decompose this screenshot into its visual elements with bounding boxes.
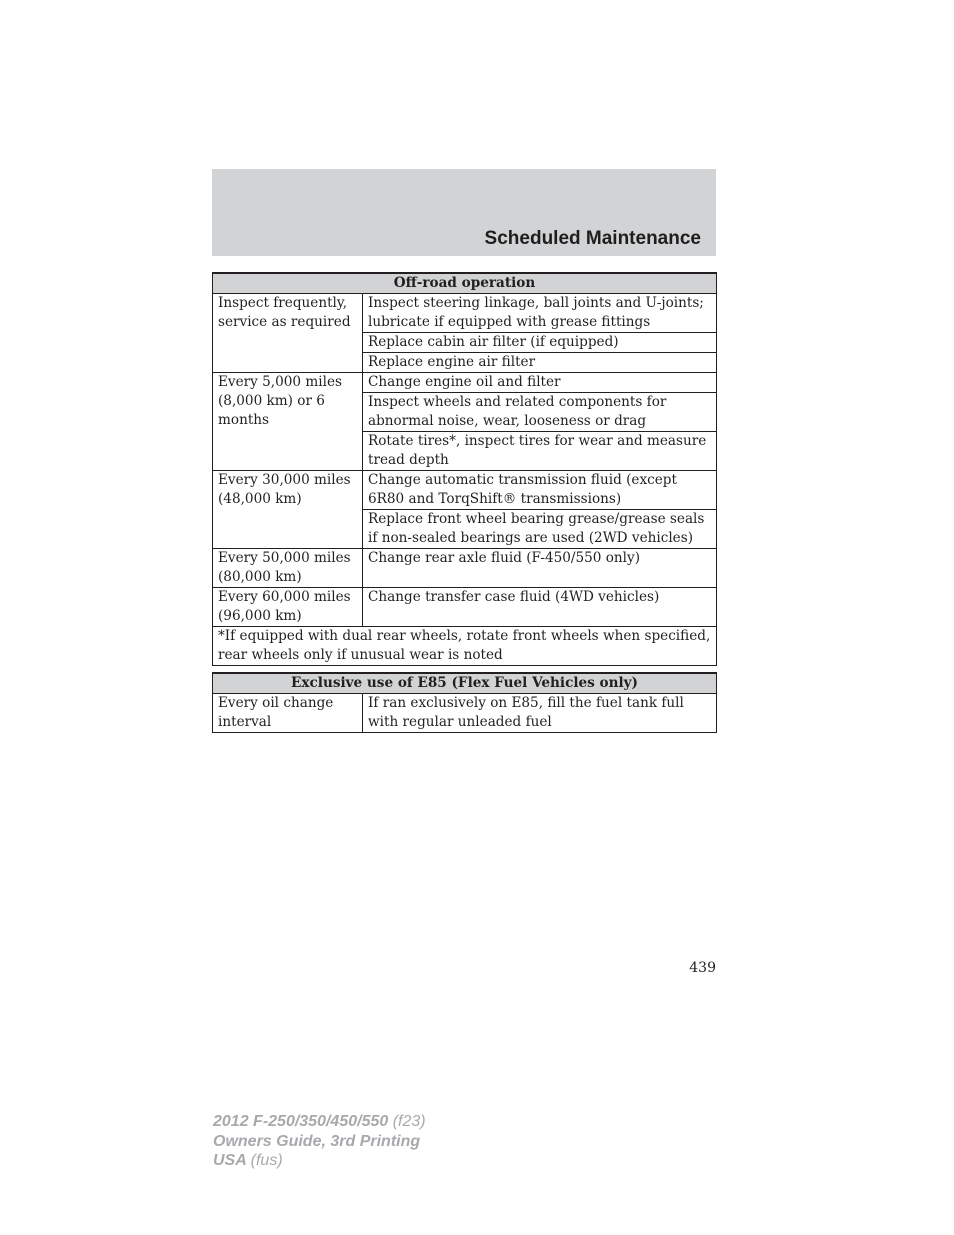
task-cell: Replace engine air filter (363, 353, 717, 373)
interval-cell: Inspect frequently, service as required (213, 294, 363, 373)
task-cell: Replace front wheel bearing grease/grease seals if non-sealed bearings are used (2WD vehicles) (363, 510, 717, 549)
table-row (213, 588, 717, 627)
table-row (213, 373, 717, 393)
interval-cell: Every 30,000 miles (48,000 km) (213, 471, 363, 549)
footer-model-code: (f23) (392, 1113, 426, 1130)
footer-market-code: (fus) (250, 1152, 283, 1169)
interval-cell: Every 50,000 miles (80,000 km) (213, 549, 363, 588)
e85-maintenance-table (212, 672, 717, 733)
task-cell: Change automatic transmission fluid (except 6R80 and TorqShift® transmissions) (363, 471, 717, 510)
table-row (213, 549, 717, 588)
task-cell: Inspect wheels and related components for abnormal noise, wear, looseness or drag (363, 393, 717, 432)
table-heading: Exclusive use of E85 (Flex Fuel Vehicles only) (213, 673, 717, 694)
table-row (213, 627, 717, 666)
interval-cell: Every oil change interval (213, 694, 363, 733)
footer-line-model (213, 1112, 426, 1132)
footer-line-market (213, 1151, 426, 1171)
task-cell: Change transfer case fluid (4WD vehicles) (363, 588, 717, 627)
task-cell: Rotate tires*, inspect tires for wear and measure tread depth (363, 432, 717, 471)
interval-cell: Every 5,000 miles (8,000 km) or 6 months (213, 373, 363, 471)
page-number: 439 (689, 960, 716, 976)
section-header-band (212, 169, 716, 256)
task-cell: Change engine oil and filter (363, 373, 717, 393)
footer-model: 2012 F-250/350/450/550 (213, 1113, 389, 1130)
task-cell: If ran exclusively on E85, fill the fuel tank full with regular unleaded fuel (363, 694, 717, 733)
footer-market: USA (213, 1152, 247, 1169)
section-title: Scheduled Maintenance (484, 228, 701, 249)
table-row (213, 471, 717, 510)
table-heading: Off-road operation (213, 273, 717, 294)
table-row (213, 694, 717, 733)
task-cell: Replace cabin air filter (if equipped) (363, 333, 717, 353)
table-row (213, 294, 717, 333)
task-cell: Change rear axle fluid (F-450/550 only) (363, 549, 717, 588)
document-footer (213, 1112, 426, 1171)
interval-cell: Every 60,000 miles (96,000 km) (213, 588, 363, 627)
footnote-cell: *If equipped with dual rear wheels, rotate front wheels when specified, rear wheels only if unusual wear is noted (213, 627, 717, 666)
offroad-maintenance-table (212, 272, 717, 666)
footer-line-guide: Owners Guide, 3rd Printing (213, 1132, 421, 1150)
task-cell: Inspect steering linkage, ball joints and U-joints; lubricate if equipped with grease fittings (363, 294, 717, 333)
